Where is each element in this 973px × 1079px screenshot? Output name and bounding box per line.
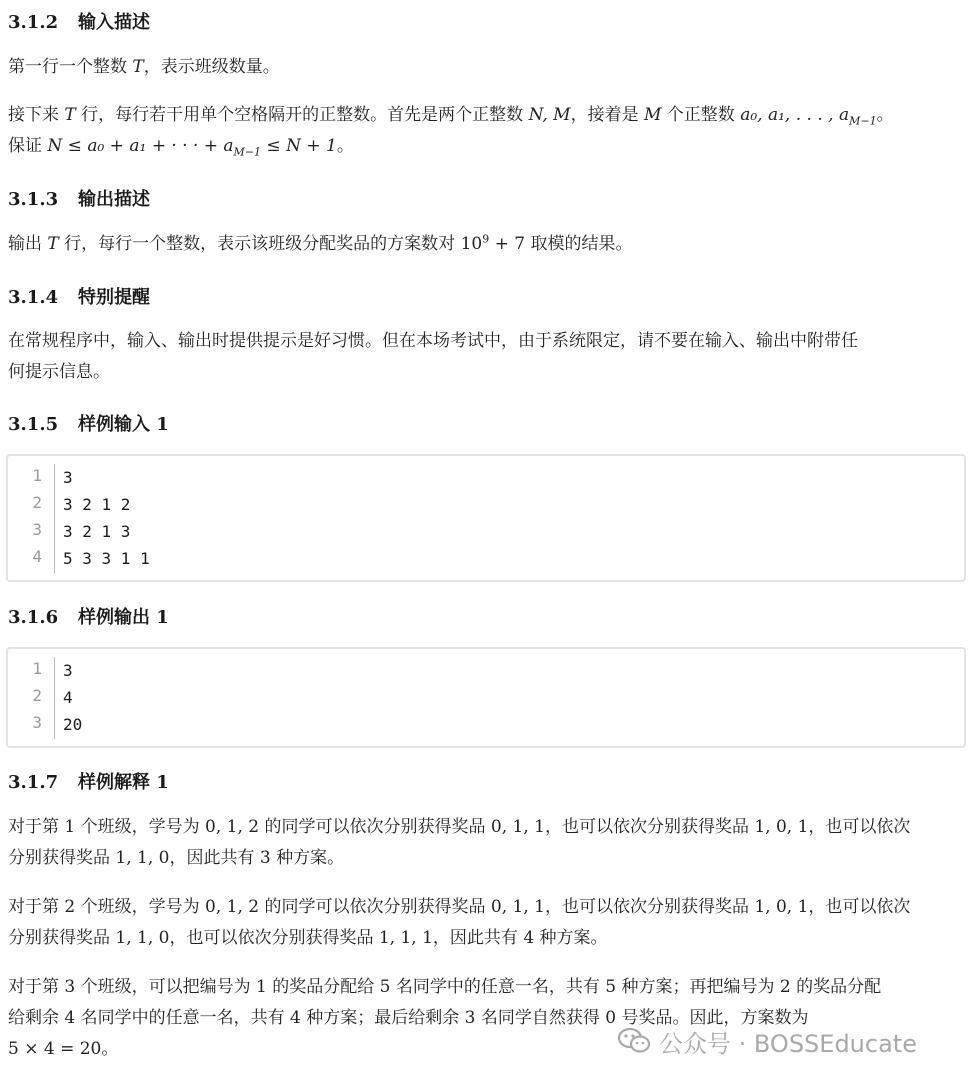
watermark-text: 公众号 · BOSSEducate xyxy=(659,1029,917,1058)
line-number: 3 xyxy=(32,520,42,539)
wechat-icon xyxy=(617,1027,651,1055)
text-run: 输出 xyxy=(8,234,48,254)
math-inequality: N ≤ a₀ + a₁ + · · · + a xyxy=(47,136,234,156)
line-number: 4 xyxy=(32,547,42,566)
explanation-line: 对于第 1 个班级，学号为 0, 1, 2 的同学可以依次分别获得奖品 0, 1, 1，也可以依次分别获得奖品 1, 0, 1，也可以依次 xyxy=(8,817,911,837)
text-run: 。 xyxy=(876,105,894,125)
section-heading-output xyxy=(8,185,150,211)
section-title: 样例输入 1 xyxy=(78,414,169,435)
math-var: T xyxy=(47,234,59,254)
math-number: + 7 xyxy=(489,234,526,254)
math-inequality: ≤ N + 1 xyxy=(261,136,337,156)
code-text: 3 xyxy=(63,661,73,680)
math-var: N, M xyxy=(528,105,571,125)
sample-output-code-block xyxy=(6,647,966,748)
text-run: 取模的结果。 xyxy=(525,234,633,254)
line-number: 2 xyxy=(32,686,42,705)
math-number: 10 xyxy=(460,234,483,254)
text-run: 行，每行一个整数，表示该班级分配奖品的方案数对 xyxy=(58,234,461,254)
section-number: 3.1.4 xyxy=(8,287,59,308)
math-sequence: a₀, a₁, . . . , a xyxy=(740,105,850,125)
explanation-paragraph-1 xyxy=(8,812,963,874)
explanation-line: 对于第 2 个班级，学号为 0, 1, 2 的同学可以依次分别获得奖品 0, 1, 1，也可以依次分别获得奖品 1, 0, 1，也可以依次 xyxy=(8,897,911,917)
notice-line: 何提示信息。 xyxy=(8,362,110,382)
math-exponent: 9 xyxy=(482,232,490,246)
text-run: 保证 xyxy=(8,136,48,156)
section-title: 样例解释 1 xyxy=(78,772,169,793)
code-text: 3 2 1 2 xyxy=(63,495,131,514)
section-number: 3.1.2 xyxy=(8,12,59,33)
section-number: 3.1.3 xyxy=(8,189,59,210)
code-line xyxy=(8,464,964,491)
code-line xyxy=(8,491,964,518)
explanation-line: 分别获得奖品 1, 1, 0，因此共有 3 种方案。 xyxy=(8,848,345,868)
math-var: T xyxy=(132,57,144,77)
section-title: 样例输出 1 xyxy=(78,607,169,628)
section-heading-explanation xyxy=(8,768,169,794)
line-number: 1 xyxy=(32,466,42,485)
section-number: 3.1.7 xyxy=(8,772,59,793)
text-run: ，接着是 xyxy=(570,105,644,125)
code-line xyxy=(8,518,964,545)
section-title: 输出描述 xyxy=(78,189,150,210)
input-desc-paragraph-2 xyxy=(8,100,963,162)
input-desc-paragraph-1 xyxy=(8,52,963,83)
output-desc-paragraph xyxy=(8,229,963,260)
explanation-line: 对于第 3 个班级，可以把编号为 1 的奖品分配给 5 名同学中的任意一名，共有 5 种方案；再把编号为 2 的奖品分配 xyxy=(8,977,882,997)
text-run: 第一行一个整数 xyxy=(8,57,133,77)
math-subscript: M−1 xyxy=(849,114,877,128)
explanation-line: 5 × 4 = 20。 xyxy=(8,1039,119,1059)
sample-input-code-block xyxy=(6,454,966,582)
section-number: 3.1.5 xyxy=(8,414,59,435)
explanation-line: 分别获得奖品 1, 1, 0，也可以依次分别获得奖品 1, 1, 1，因此共有 4 种方案。 xyxy=(8,928,608,948)
code-text: 20 xyxy=(63,715,83,734)
section-heading-sample-input xyxy=(8,410,169,436)
explanation-line: 给剩余 4 名同学中的任意一名，共有 4 种方案；最后给剩余 3 名同学自然获得 0 号奖品。因此，方案数为 xyxy=(8,1008,809,1028)
math-subscript: M−1 xyxy=(233,145,262,159)
notice-line: 在常规程序中，输入、输出时提供提示是好习惯。但在本场考试中，由于系统限定，请不要在输入、输出中附带任 xyxy=(8,331,858,351)
section-title: 输入描述 xyxy=(78,12,150,33)
text-run: 。 xyxy=(336,136,354,156)
notice-paragraph xyxy=(8,326,963,388)
code-line xyxy=(8,711,964,738)
code-text: 3 xyxy=(63,468,73,487)
section-heading-sample-output xyxy=(8,603,169,629)
code-text: 5 3 3 1 1 xyxy=(63,549,150,568)
text-run: ，表示班级数量。 xyxy=(143,57,280,77)
section-heading-notice xyxy=(8,283,150,309)
explanation-paragraph-2 xyxy=(8,892,963,954)
watermark xyxy=(617,1026,917,1056)
text-run: 个正整数 xyxy=(661,105,741,125)
math-var: T xyxy=(64,105,76,125)
code-text: 3 2 1 3 xyxy=(63,522,131,541)
code-line xyxy=(8,657,964,684)
section-number: 3.1.6 xyxy=(8,607,59,628)
section-title: 特别提醒 xyxy=(78,287,150,308)
math-var: M xyxy=(643,105,662,125)
text-run: 接下来 xyxy=(8,105,65,125)
line-number: 1 xyxy=(32,659,42,678)
section-heading-input xyxy=(8,8,150,34)
line-number: 2 xyxy=(32,493,42,512)
code-line xyxy=(8,545,964,572)
code-line xyxy=(8,684,964,711)
text-run: 行，每行若干用单个空格隔开的正整数。首先是两个正整数 xyxy=(75,105,529,125)
line-number: 3 xyxy=(32,713,42,732)
code-text: 4 xyxy=(63,688,73,707)
